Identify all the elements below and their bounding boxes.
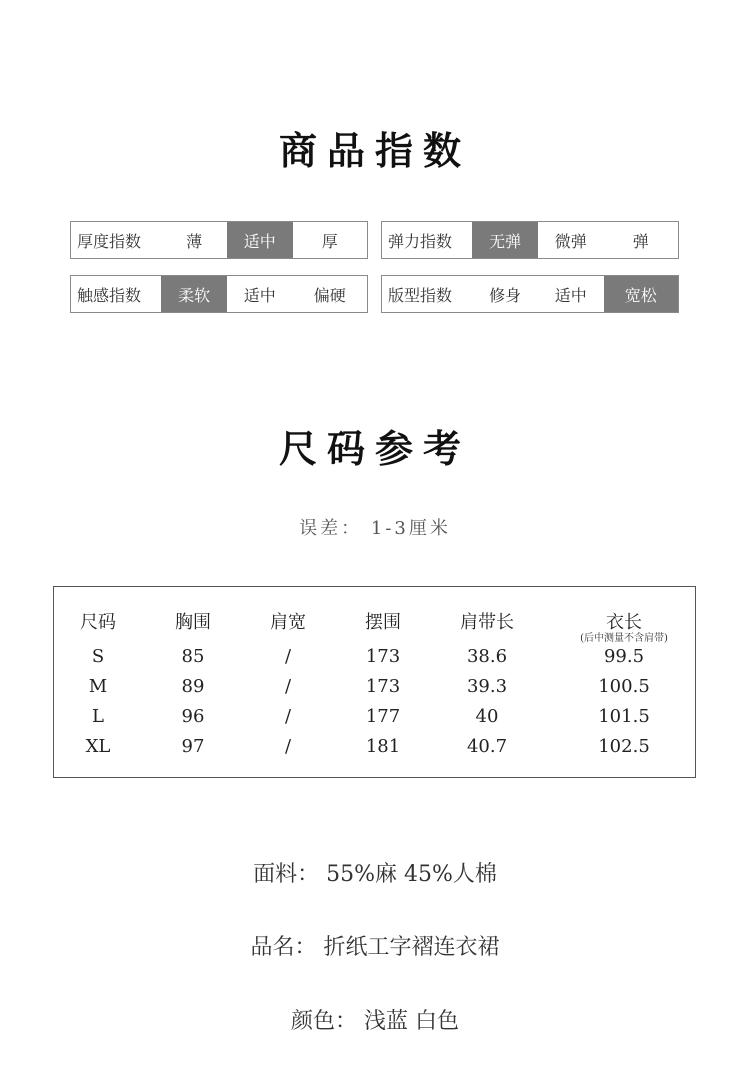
- thickness-option-thin: 薄: [186, 231, 203, 251]
- size-cell: 101.5: [598, 706, 650, 727]
- size-cell: /: [284, 706, 292, 727]
- size-cell: M: [88, 676, 108, 697]
- size-cell: 102.5: [598, 736, 650, 757]
- elasticity-option-slight: 微弹: [554, 231, 587, 251]
- size-cell: XL: [85, 736, 111, 757]
- size-cell: 96: [181, 706, 205, 727]
- fabric-info: 面料： 55%麻 45%人棉: [253, 862, 497, 887]
- product-index-title: 商品指数: [278, 128, 471, 173]
- header-chest: 胸围: [175, 612, 211, 633]
- touch-option-medium: 适中: [243, 285, 276, 305]
- elasticity-label: 弹力指数: [388, 231, 453, 251]
- size-cell: /: [284, 676, 292, 697]
- elasticity-option-none: 无弹: [472, 222, 538, 258]
- size-cell: L: [92, 706, 104, 727]
- touch-label: 触感指数: [77, 285, 142, 305]
- color-info: 颜色： 浅蓝 白色: [291, 1009, 459, 1034]
- size-cell: 173: [365, 676, 401, 697]
- thickness-option-medium: 适中: [227, 222, 293, 258]
- fit-option-regular: 适中: [554, 285, 587, 305]
- size-cell: 40.7: [466, 736, 508, 757]
- size-cell: 38.6: [466, 646, 508, 667]
- tolerance-note: 误差： 1-3厘米: [299, 518, 451, 539]
- thickness-option-thick: 厚: [321, 231, 338, 251]
- thickness-label: 厚度指数: [77, 231, 142, 251]
- size-cell: 85: [181, 646, 205, 667]
- size-cell: 89: [181, 676, 205, 697]
- size-cell: 177: [365, 706, 401, 727]
- elasticity-option-elastic: 弹: [632, 231, 649, 251]
- touch-option-soft: 柔软: [161, 276, 227, 312]
- fit-label: 版型指数: [388, 285, 453, 305]
- header-length: 衣长: [606, 612, 642, 633]
- header-strap-length: 肩带长: [460, 612, 514, 633]
- header-shoulder: 肩宽: [270, 612, 306, 633]
- header-hem: 摆围: [365, 612, 401, 633]
- size-cell: 39.3: [466, 676, 508, 697]
- size-cell: 40: [475, 706, 499, 727]
- size-cell: 97: [181, 736, 205, 757]
- size-cell: S: [91, 646, 105, 667]
- fit-option-loose: 宽松: [604, 276, 678, 312]
- elasticity-index: [381, 221, 679, 259]
- touch-index: [70, 275, 368, 313]
- thickness-index: [70, 221, 368, 259]
- length-note: (后中测量不含肩带): [580, 633, 668, 644]
- size-cell: 173: [365, 646, 401, 667]
- header-size: 尺码: [80, 612, 116, 633]
- product-name-info: 品名： 折纸工字褶连衣裙: [250, 935, 500, 960]
- size-reference-title: 尺码参考: [278, 426, 471, 471]
- size-cell: 181: [365, 736, 401, 757]
- fit-index: [381, 275, 679, 313]
- fit-option-slim: 修身: [489, 285, 522, 305]
- size-cell: 100.5: [598, 676, 650, 697]
- size-cell: /: [284, 736, 292, 757]
- size-cell: 99.5: [603, 646, 645, 667]
- touch-option-firm: 偏硬: [313, 285, 346, 305]
- size-cell: /: [284, 646, 292, 667]
